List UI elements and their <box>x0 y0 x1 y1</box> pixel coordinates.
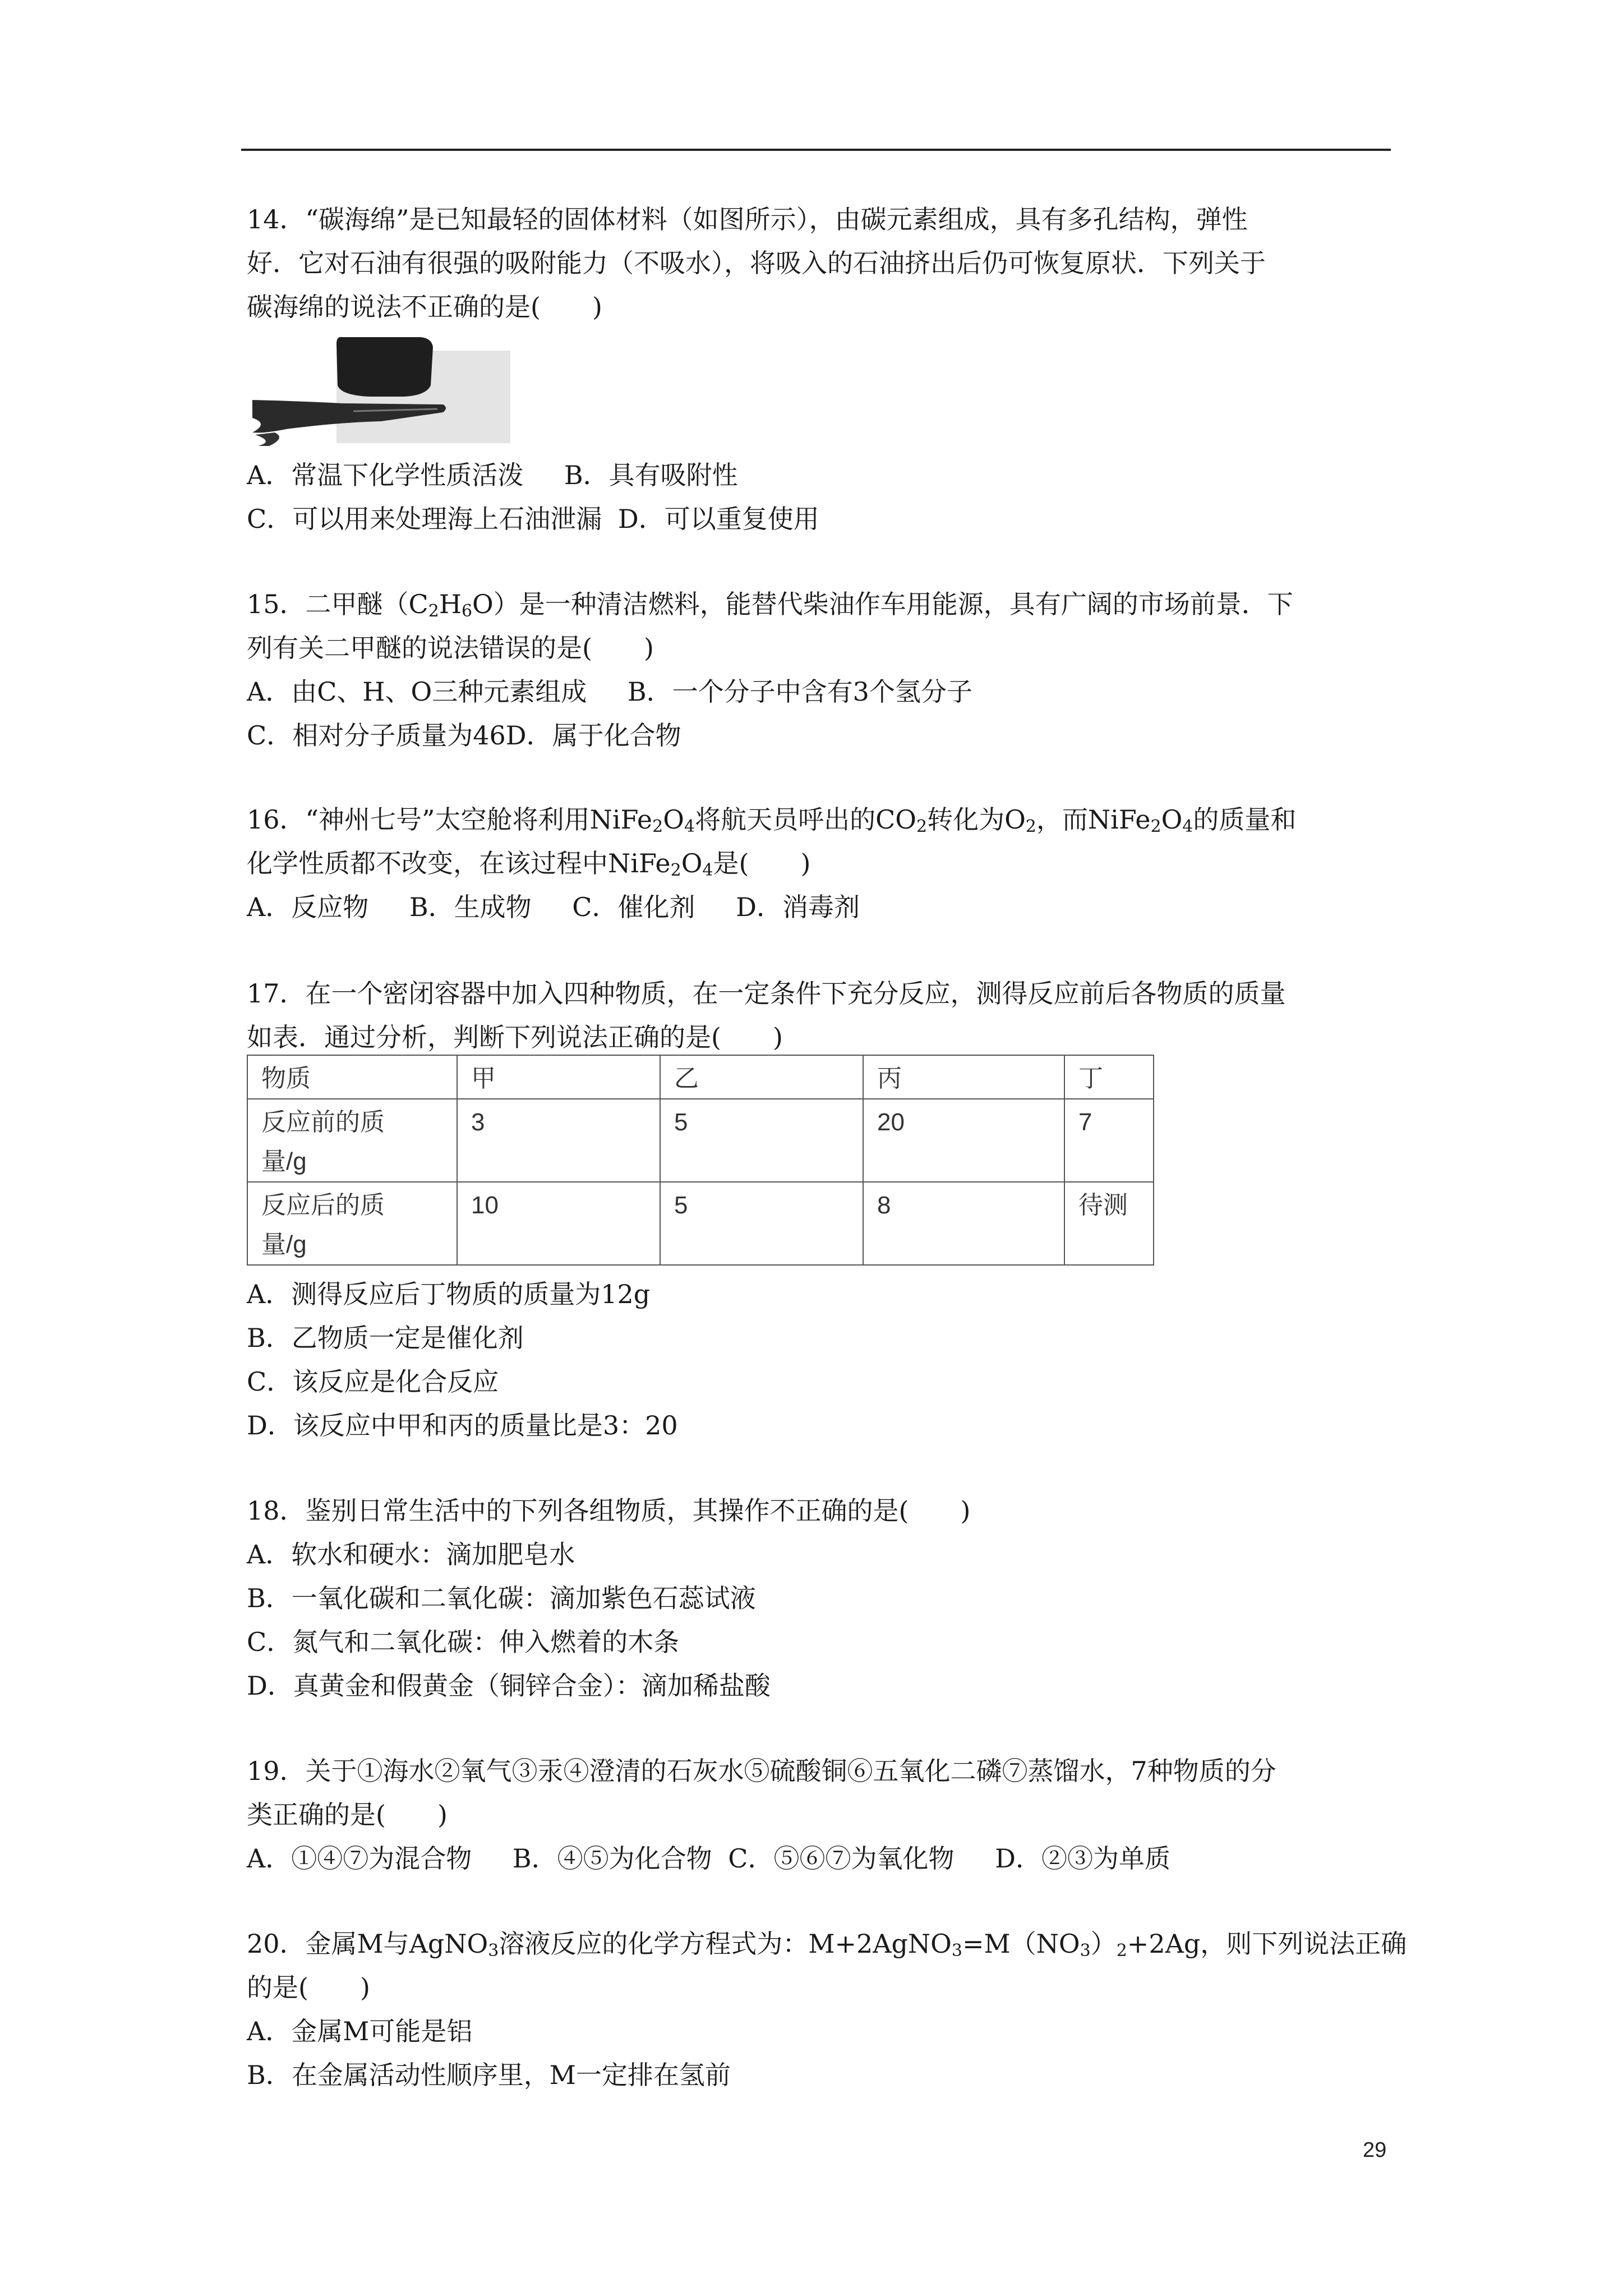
question-14-line-3: 碳海绵的说法不正确的是( ) <box>247 292 602 322</box>
option-16-d[interactable]: D．消毒剂 <box>736 892 860 922</box>
question-14-line-1: 14．“碳海绵”是已知最轻的固体材料（如图所示），由碳元素组成，具有多孔结构，弹性 <box>247 204 1248 234</box>
question-19-line-2: 类正确的是( ) <box>247 1800 448 1830</box>
question-20-line-1: 20．金属M与AgNO$_3$溶液反应的化学方程式为：$M+2AgNO_3=M(NO_3)_2+2Ag$，则下列说法正确 <box>247 1929 1407 1961</box>
question-14 <box>247 197 1391 329</box>
table-cell: 8 <box>863 1182 1064 1265</box>
question-17 <box>247 972 1391 1059</box>
table-header-row <box>247 1055 1154 1099</box>
option-16-b[interactable]: B．生成物 <box>409 892 532 922</box>
question-16 <box>247 798 1391 929</box>
option-14-b[interactable]: B．具有吸附性 <box>564 460 738 490</box>
option-18-a[interactable]: A．软水和硬水：滴加肥皂水 <box>247 1539 575 1570</box>
table-cell: 7 <box>1064 1099 1154 1182</box>
option-17-b[interactable]: B．乙物质一定是催化剂 <box>247 1323 524 1353</box>
question-19-line-1: 19．关于①海水②氧气③汞④澄清的石灰水⑤硫酸铜⑥五氧化二磷⑦蒸馏水，7种物质的分 <box>247 1756 1276 1786</box>
option-15-b[interactable]: B．一个分子中含有3个氢分子 <box>627 677 972 707</box>
option-17-d[interactable]: D．该反应中甲和丙的质量比是3：20 <box>247 1410 678 1441</box>
option-16-a[interactable]: A．反应物 <box>247 892 369 922</box>
question-20-line-2: 的是( ) <box>247 1972 370 2003</box>
option-16-c[interactable]: C．催化剂 <box>572 892 695 922</box>
page-number: 29 <box>1363 2138 1387 2162</box>
option-19-a[interactable]: A．①④⑦为混合物 <box>247 1843 472 1874</box>
table-cell: 反应后的质 量/g <box>247 1182 457 1265</box>
question-17-line-2: 如表．通过分析，判断下列说法正确的是( ) <box>247 1022 783 1052</box>
option-15-c[interactable]: C．相对分子质量为46 <box>247 720 506 751</box>
mass-table <box>247 1055 1154 1266</box>
table-cell: 乙 <box>660 1055 863 1099</box>
table-cell: 5 <box>660 1099 863 1182</box>
option-20-b[interactable]: B．在金属活动性顺序里，M一定排在氢前 <box>247 2060 731 2090</box>
option-15-d[interactable]: D．属于化合物 <box>505 720 681 751</box>
option-14-a[interactable]: A．常温下化学性质活泼 <box>247 460 524 490</box>
header-rule <box>241 149 1391 151</box>
question-17-line-1: 17．在一个密闭容器中加入四种物质，在一定条件下充分反应，测得反应前后各物质的质量 <box>247 978 1286 1009</box>
question-14-line-2: 好．它对石油有很强的吸附能力（不吸水），将吸入的石油挤出后仍可恢复原状．下列关于 <box>247 248 1266 278</box>
option-14-c[interactable]: C．可以用来处理海上石油泄漏 <box>247 504 602 534</box>
table-cell: 甲 <box>457 1055 660 1099</box>
question-15 <box>247 582 1391 757</box>
table-row <box>247 1182 1154 1265</box>
option-14-d[interactable]: D．可以重复使用 <box>617 504 819 534</box>
question-18 <box>247 1489 1391 1708</box>
table-cell: 20 <box>863 1099 1064 1182</box>
option-19-d[interactable]: D．②③为单质 <box>995 1843 1171 1874</box>
question-15-line-1: 15．二甲醚$(C_2H_6O)$是一种清洁燃料，能替代柴油作车用能源，具有广阔的市场前景．下 <box>247 589 1293 621</box>
question-17-options <box>247 1272 1391 1447</box>
option-17-a[interactable]: A．测得反应后丁物质的质量为12g <box>247 1279 651 1309</box>
option-15-a[interactable]: A．由C、H、O三种元素组成 <box>247 677 587 707</box>
question-18-stem: 18．鉴别日常生活中的下列各组物质，其操作不正确的是( ) <box>247 1496 971 1526</box>
option-18-b[interactable]: B．一氧化碳和二氧化碳：滴加紫色石蕊试液 <box>247 1583 756 1613</box>
question-19 <box>247 1749 1391 1880</box>
option-20-a[interactable]: A．金属M可能是铝 <box>247 2016 473 2046</box>
option-19-c[interactable]: C．⑤⑥⑦为氧化物 <box>728 1843 955 1874</box>
question-16-line-1: 16．“神州七号”太空舱将利用$NiFe_2O_4$将航天员呼出的$CO_2$转化为$O_2$，而$NiFe_2O_4$的质量和 <box>247 804 1297 836</box>
table-row <box>247 1099 1154 1182</box>
question-16-line-2: 化学性质都不改变，在该过程中$NiFe_2O_4$是( ) <box>247 848 811 880</box>
question-14-options <box>247 453 1391 541</box>
table-cell: 反应前的质 量/g <box>247 1099 457 1182</box>
question-15-line-2: 列有关二甲醚的说法错误的是( ) <box>247 633 654 663</box>
table-cell: 待测 <box>1064 1182 1154 1265</box>
option-18-d[interactable]: D．真黄金和假黄金（铜锌合金）：滴加稀盐酸 <box>247 1671 771 1701</box>
table-cell: 丁 <box>1064 1055 1154 1099</box>
table-cell: 3 <box>457 1099 660 1182</box>
question-20 <box>247 1922 1407 2097</box>
table-cell: 5 <box>660 1182 863 1265</box>
option-17-c[interactable]: C．该反应是化合反应 <box>247 1366 499 1397</box>
table-cell: 物质 <box>247 1055 457 1099</box>
carbon-sponge-photo <box>252 334 510 446</box>
option-18-c[interactable]: C．氮气和二氧化碳：伸入燃着的木条 <box>247 1627 680 1657</box>
option-19-b[interactable]: B．④⑤为化合物 <box>512 1843 712 1874</box>
table-cell: 10 <box>457 1182 660 1265</box>
table-cell: 丙 <box>863 1055 1064 1099</box>
